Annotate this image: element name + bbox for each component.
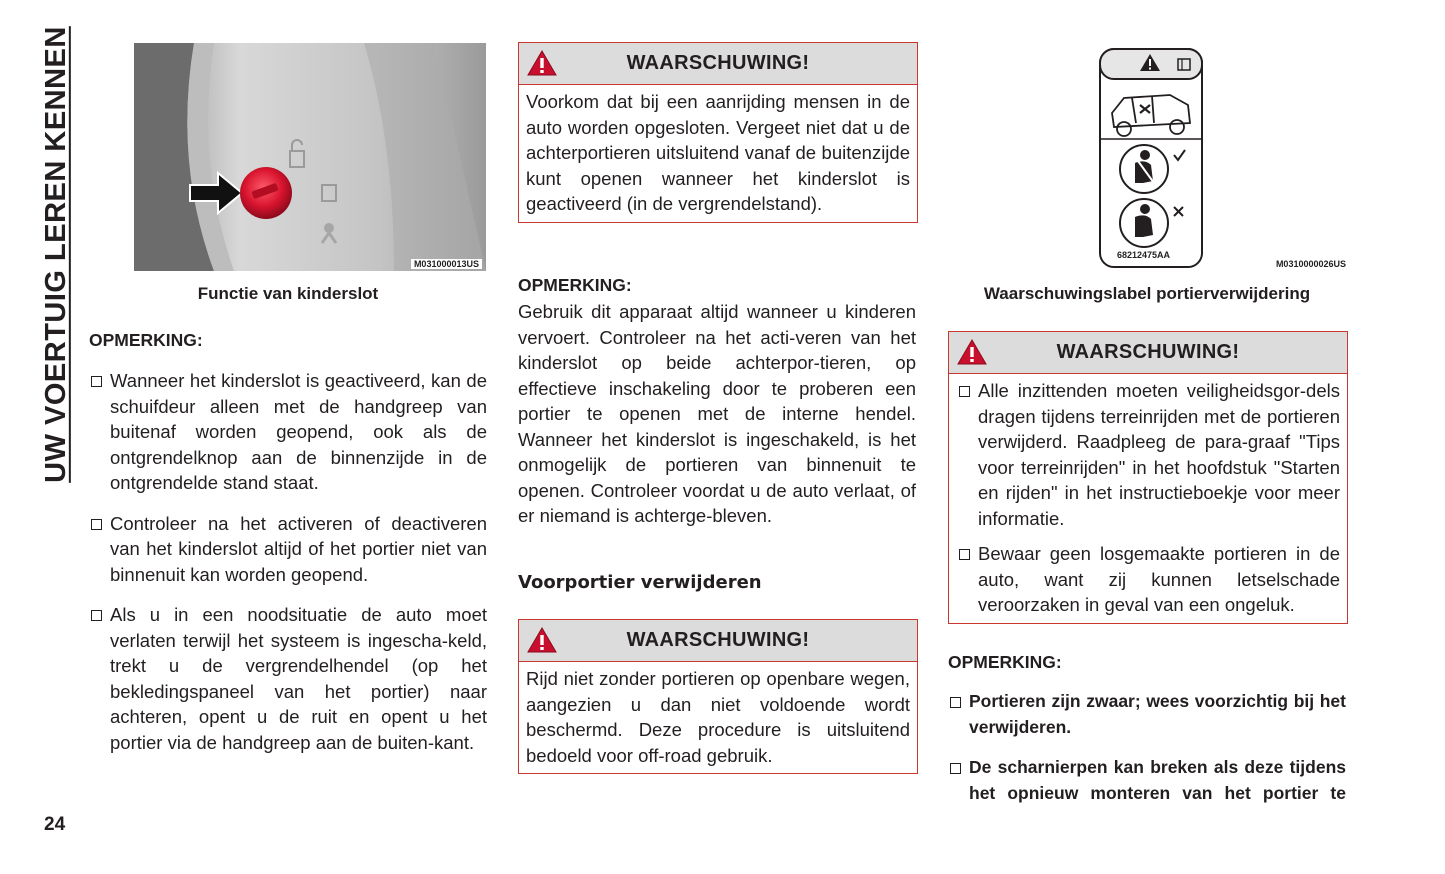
- section-heading: Voorportier verwijderen: [518, 572, 762, 593]
- child-lock-knob: [240, 167, 292, 219]
- warning-text: Rijd niet zonder portieren op openbare wegen, aangezien u dan niet voldoende wordt beschermd. Deze procedure is uitsluitend bedoeld voor off-road gebruik.: [526, 668, 910, 766]
- warning-box: [948, 331, 1348, 624]
- list-item: Bewaar geen losgemaakte portieren in de auto, want zij kunnen letselschade veroorzaken in geval van een ongeluk.: [957, 541, 1340, 618]
- checkbox-bullet-icon: [959, 549, 970, 560]
- note-bullet-list: [89, 368, 487, 755]
- list-item: Als u in een noodsituatie de auto moet verlaten terwijl het systeem is ingescha-keld, trekt u de vergrendelhendel (op het bekledingspaneel van het portier) naar achteren, opent u de ruit en opent u het portier via de handgreep aan de buiten-kant.: [89, 602, 487, 755]
- door-removal-warning-label-figure: [1032, 43, 1350, 271]
- warning-title: WAARSCHUWING!: [1056, 341, 1240, 363]
- note-heading: OPMERKING:: [89, 330, 203, 350]
- list-item: Controleer na het activeren of deactiveren van het kinderslot altijd of het portier niet van binnenuit kan worden geopend.: [89, 511, 487, 588]
- warning-triangle-icon: [527, 49, 557, 77]
- page-number: 24: [44, 814, 66, 835]
- checkbox-bullet-icon: [91, 610, 102, 621]
- warning-text: Voorkom dat bij een aanrijding mensen in de auto worden opgesloten. Vergeet niet dat u de achterportieren uitsluitend vanaf de buitenzijde kunt openen wanneer het kinderslot is geactiveerd (in de vergrendelstand).: [526, 91, 910, 214]
- warning-triangle-icon: [527, 626, 557, 654]
- note-bullet-list: [948, 689, 1346, 806]
- figure-code: M0310000026US: [1275, 259, 1346, 269]
- note-heading: OPMERKING:: [518, 275, 632, 295]
- checkbox-bullet-icon: [950, 763, 961, 774]
- list-item: Wanneer het kinderslot is geactiveerd, kan de schuifdeur alleen met de handgreep van buitenaf worden geopend, ook als de ontgrendelknop aan de binnenzijde in de ontgrendelde stand staat.: [89, 368, 487, 496]
- list-item: Portieren zijn zwaar; wees voorzichtig bij het verwijderen.: [948, 689, 1346, 740]
- warning-box: [518, 42, 918, 223]
- note-heading: OPMERKING:: [948, 652, 1062, 672]
- figure-code: M031000013US: [411, 259, 482, 269]
- label-part-number: 68212475AA: [1117, 250, 1171, 260]
- list-item: De scharnierpen kan breken als deze tijdens het opnieuw monteren van het portier te: [948, 755, 1346, 806]
- warning-box: [518, 619, 918, 774]
- list-item: Alle inzittenden moeten veiligheidsgor-dels dragen tijdens terreinrijden met de portieren verwijderd. Raadpleeg de para-graaf "Tips voor terreinrijden" in het hoofdstuk "Starten en rijden" in het instructieboekje voor meer informatie.: [957, 378, 1340, 531]
- warning-title: WAARSCHUWING!: [626, 629, 810, 651]
- checkbox-bullet-icon: [950, 697, 961, 708]
- figure-caption: Waarschuwingslabel portierverwijdering: [983, 284, 1311, 303]
- checkbox-bullet-icon: [959, 386, 970, 397]
- section-title: UW VOERTUIG LEREN KENNEN: [39, 25, 72, 483]
- checkbox-bullet-icon: [91, 519, 102, 530]
- figure-caption: Functie van kinderslot: [197, 284, 379, 303]
- child-lock-photo: [134, 43, 486, 271]
- warning-triangle-icon: [957, 338, 987, 366]
- note-text: Gebruik dit apparaat altijd wanneer u kinderen vervoert. Controleer na het acti-veren van het kinderslot op beide achterpor-tieren, op effectieve inschakeling door te proberen een portier te openen met de interne hendel. Wanneer het kinderslot is ingeschakeld, is het onmogelijk de portieren van binnenuit te openen. Controleer voordat u de auto verlaat, of er niemand is achterge-bleven.: [518, 301, 916, 526]
- checkbox-bullet-icon: [91, 376, 102, 387]
- warning-title: WAARSCHUWING!: [626, 52, 810, 74]
